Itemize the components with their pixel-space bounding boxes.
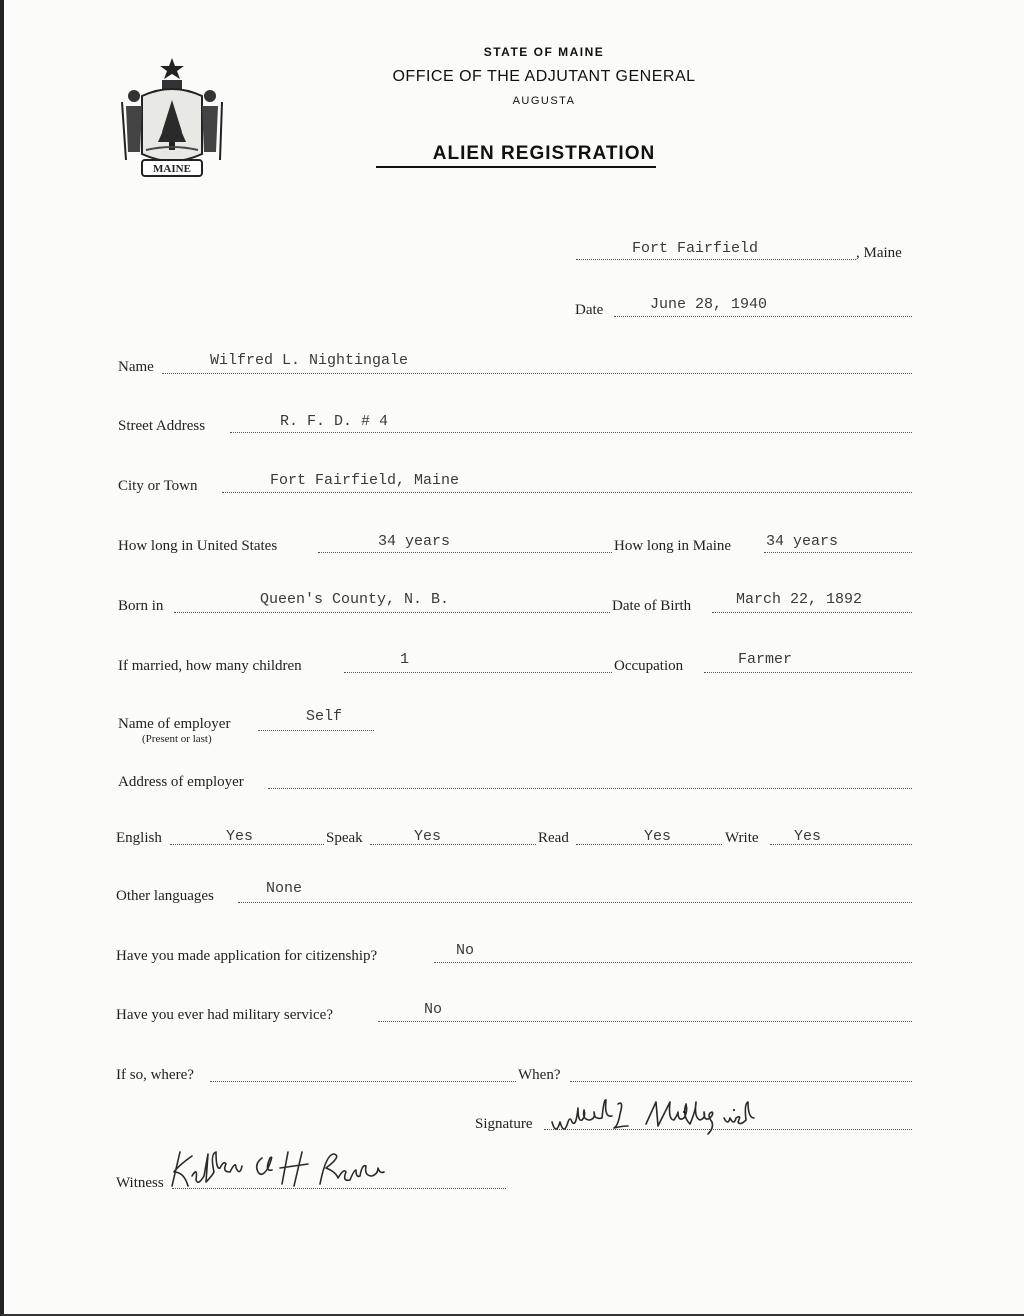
handwritten-signature: [548, 1098, 848, 1145]
signature-label: Signature: [475, 1116, 533, 1132]
employer-label: Name of employer: [118, 716, 231, 732]
write-value: Yes: [794, 828, 822, 845]
employer-value: Self: [306, 708, 343, 725]
other-languages-label: Other languages: [116, 888, 214, 904]
name-label: Name: [118, 359, 154, 375]
date-value: June 28, 1940: [650, 296, 768, 313]
us-duration-label: How long in United States: [118, 538, 278, 554]
office-heading: OFFICE OF THE ADJUTANT GENERAL: [392, 68, 696, 85]
children-line: [344, 672, 612, 673]
svg-text:MAINE: MAINE: [153, 163, 191, 175]
dob-label: Date of Birth: [612, 598, 692, 614]
speak-line: [370, 844, 536, 845]
other-languages-line: [238, 902, 912, 903]
speak-label: Speak: [326, 830, 363, 846]
where-line: [210, 1081, 516, 1082]
children-label: If married, how many children: [118, 658, 302, 674]
street-line: [230, 432, 912, 433]
maine-state-seal-icon: [116, 56, 228, 180]
dob-line: [712, 612, 912, 613]
street-label: Street Address: [118, 418, 206, 434]
witness-label: Witness: [116, 1175, 164, 1191]
employer-line: [258, 730, 374, 731]
maine-duration-label: How long in Maine: [614, 538, 732, 554]
name-line: [162, 373, 912, 374]
street-value: R. F. D. # 4: [280, 413, 389, 430]
write-line: [770, 844, 912, 845]
citizenship-line: [434, 962, 912, 963]
city-line: [222, 492, 912, 493]
speak-value: Yes: [414, 828, 442, 845]
form-title: ALIEN REGISTRATION: [432, 143, 656, 164]
place-suffix: , Maine: [856, 245, 902, 261]
place-line: [576, 259, 856, 260]
handwritten-witness-signature: [162, 1148, 432, 1199]
city-heading: AUGUSTA: [512, 95, 576, 107]
citizenship-label: Have you made application for citizenship?: [116, 948, 378, 964]
name-value: Wilfred L. Nightingale: [210, 352, 409, 369]
us-duration-line: [318, 552, 612, 553]
maine-duration-value: 34 years: [766, 533, 839, 550]
state-heading: STATE OF MAINE: [483, 45, 605, 59]
us-duration-value: 34 years: [378, 533, 451, 550]
where-label: If so, where?: [116, 1067, 194, 1083]
city-value: Fort Fairfield, Maine: [270, 472, 460, 489]
when-line: [570, 1081, 912, 1082]
citizenship-value: No: [456, 942, 475, 959]
military-value: No: [424, 1001, 443, 1018]
born-in-label: Born in: [118, 598, 164, 614]
when-label: When?: [518, 1067, 561, 1083]
place-value: Fort Fairfield: [632, 240, 759, 257]
dob-value: March 22, 1892: [736, 591, 863, 608]
write-label: Write: [725, 830, 759, 846]
date-label: Date: [575, 302, 604, 318]
read-value: Yes: [644, 828, 672, 845]
born-in-line: [174, 612, 610, 613]
date-line: [614, 316, 912, 317]
children-value: 1: [400, 651, 410, 668]
employer-sublabel: (Present or last): [142, 733, 212, 745]
military-label: Have you ever had military service?: [116, 1007, 333, 1023]
other-languages-value: None: [266, 880, 303, 897]
city-label: City or Town: [118, 478, 198, 494]
born-in-value: Queen's County, N. B.: [260, 591, 450, 608]
maine-duration-line: [764, 552, 912, 553]
read-label: Read: [538, 830, 569, 846]
employer-address-label: Address of employer: [118, 774, 244, 790]
occupation-value: Farmer: [738, 651, 793, 668]
occupation-line: [704, 672, 912, 673]
title-underline: [376, 166, 656, 168]
military-line: [378, 1021, 912, 1022]
english-value: Yes: [226, 828, 254, 845]
occupation-label: Occupation: [614, 658, 684, 674]
employer-address-line: [268, 788, 912, 789]
english-label: English: [116, 830, 162, 846]
